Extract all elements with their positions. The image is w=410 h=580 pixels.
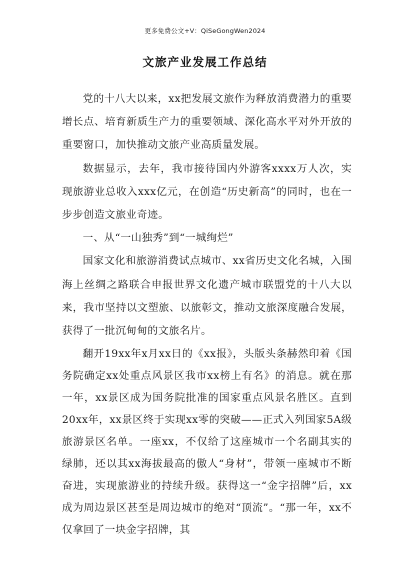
paragraph-city-cards: 国家文化和旅游消费试点城市、xx省历史文化名城，入围海上丝绸之路联合申报世界文化遗产城市联盟党的十八大以来，我市坚持以文塑旅、以旅彰文，推动文旅深度融合发展，获得了一批沉甸甸的文旅名片。	[62, 255, 352, 338]
document-title: 文旅产业发展工作总结	[142, 55, 268, 69]
header-note: 更多免费公文+V：QiSeGongWen2024	[144, 27, 266, 35]
paragraph-data: 数据显示，去年，我市接待国内外游客xxxx万人次，实现旅游业总收入xxx亿元，在创造“历史新高”的同时，也在一步步创造文旅业奇迹。	[62, 162, 352, 222]
paragraph-history: 翻开19xx年x月xx日的《xx报》，头版头条赫然印着《国务院确定xx处重点风景区我市xx榜上有名》的消息。就在那一年，xx景区成为国务院批准的国家重点风景名胜区。直到20xx年，xx景区终于实现xx零的突破——正式入列国家5A级旅游景区名单。一座xx，不仅给了这座城市一个名副其实的绿肺，还以其xx海拔最高的傲人“身材”，带领一座城市不断奋进，实现旅游业的持续升级。获得这一“金字招牌”后，xx成为周边景区甚至是周边城市的绝对“顶流”。“那一年，xx不仅拿回了一块金字招牌，其	[62, 348, 352, 537]
paragraph-intro: 党的十八大以来，xx把发展文旅作为释放消费潜力的重要增长点、培育新质生产力的重要领域、深化高水平对外开放的重要窗口，加快推动文旅产业高质量发展。	[62, 93, 352, 152]
document-body	[62, 88, 352, 541]
section-heading: 一、从“一山独秀”到“一城绚烂”	[82, 232, 234, 245]
